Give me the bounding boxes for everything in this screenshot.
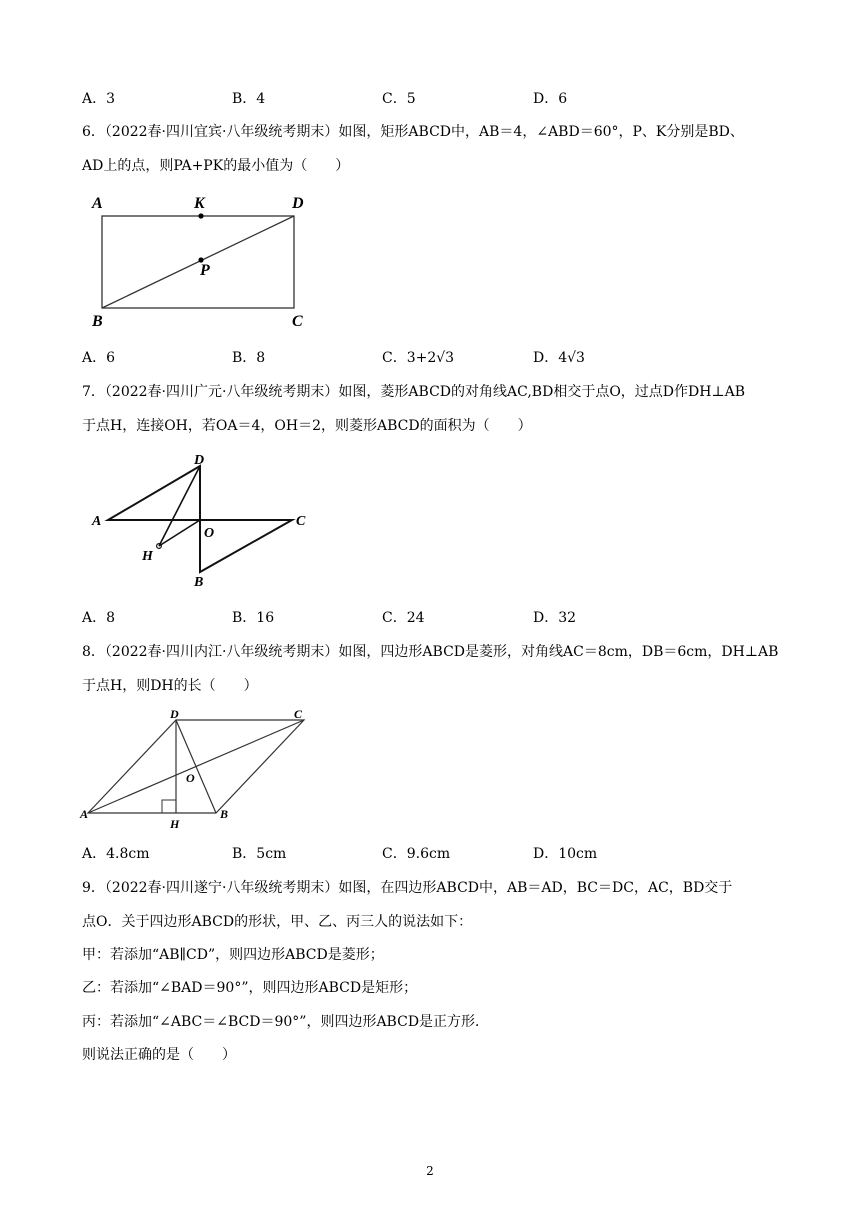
q6-figure: [86, 190, 326, 330]
q7-option-a: A．8: [82, 610, 116, 626]
q6-option-c: C．3+2√3: [382, 350, 455, 366]
q7-label-d: D: [194, 453, 205, 468]
q8-option-d: D．10cm: [533, 846, 598, 862]
q8-label-c: C: [294, 707, 303, 721]
q8-label-o: O: [186, 771, 195, 785]
q6-option-d: D．4√3: [533, 350, 585, 366]
q7-label-c: C: [296, 514, 306, 529]
q8-label-h: H: [170, 817, 180, 831]
q7-figure: [86, 446, 326, 591]
q8-option-a: A．4.8cm: [82, 846, 150, 862]
q8-label-d: D: [170, 707, 179, 721]
q8-option-c: C．9.6cm: [382, 846, 451, 862]
q8-options: [82, 844, 782, 864]
q8-stem-line2: 于点H，则DH的长（ ）: [82, 678, 258, 694]
q6-label-b: B: [92, 313, 103, 330]
q8-label-b: B: [220, 807, 229, 821]
q6-options: [82, 348, 782, 368]
q6-label-c: C: [292, 313, 303, 330]
q8-stem-line1: 8．（2022春·四川内江·八年级统考期末）如图，四边形ABCD是菱形，对角线AC＝8cm，DB＝6cm，DH⊥AB: [82, 644, 779, 660]
q5-option-d: D．6: [533, 91, 568, 107]
q6-label-p: P: [200, 262, 210, 279]
q9-statement-bing: 丙：若添加“∠ABC＝∠BCD＝90°”，则四边形ABCD是正方形．: [82, 1014, 490, 1030]
q7-options: [82, 608, 782, 628]
q6-stem-line2: AD上的点，则PA+PK的最小值为（ ）: [82, 158, 350, 174]
q7-label-o: O: [204, 526, 215, 541]
q7-label-a: A: [92, 514, 102, 529]
page-number: 2: [426, 1164, 434, 1178]
q5-option-c: C．5: [382, 91, 416, 107]
q6-label-a: A: [92, 195, 103, 212]
q6-option-a: A．6: [82, 350, 116, 366]
q7-label-b: B: [194, 575, 204, 590]
q7-stem-line2: 于点H，连接OH，若OA＝4，OH＝2，则菱形ABCD的面积为（ ）: [82, 418, 532, 434]
q9-question: 则说法正确的是（ ）: [82, 1047, 236, 1063]
q7-stem-line1: 7．（2022春·四川广元·八年级统考期末）如图，菱形ABCD的对角线AC,BD相交于点O，过点D作DH⊥AB: [82, 384, 746, 400]
q6-label-k: K: [194, 195, 205, 212]
q8-option-b: B．5cm: [232, 846, 287, 862]
q8-label-a: A: [80, 807, 89, 821]
q9-statement-jia: 甲：若添加“AB∥CD”，则四边形ABCD是菱形；: [82, 947, 384, 963]
q5-option-b: B．4: [232, 91, 266, 107]
q9-stem-line2: 点O．关于四边形ABCD的形状，甲、乙、丙三人的说法如下：: [82, 914, 473, 930]
q6-option-b: B．8: [232, 350, 266, 366]
q7-option-b: B．16: [232, 610, 275, 626]
q7-option-c: C．24: [382, 610, 425, 626]
q7-label-h: H: [142, 549, 153, 564]
q5-options: [82, 89, 782, 109]
q5-option-a: A．3: [82, 91, 116, 107]
q7-option-d: D．32: [533, 610, 577, 626]
q9-stem-line1: 9．（2022春·四川遂宁·八年级统考期末）如图，在四边形ABCD中，AB＝AD，BC＝DC，AC，BD交于: [82, 880, 733, 896]
q9-statement-yi: 乙：若添加“∠BAD＝90°”，则四边形ABCD是矩形；: [82, 980, 418, 996]
q8-figure: [78, 704, 318, 832]
q6-stem-line1: 6．（2022春·四川宜宾·八年级统考期末）如图，矩形ABCD中，AB＝4，∠ABD＝60°，P、K分别是BD、: [82, 124, 744, 140]
q6-label-d: D: [292, 195, 304, 212]
